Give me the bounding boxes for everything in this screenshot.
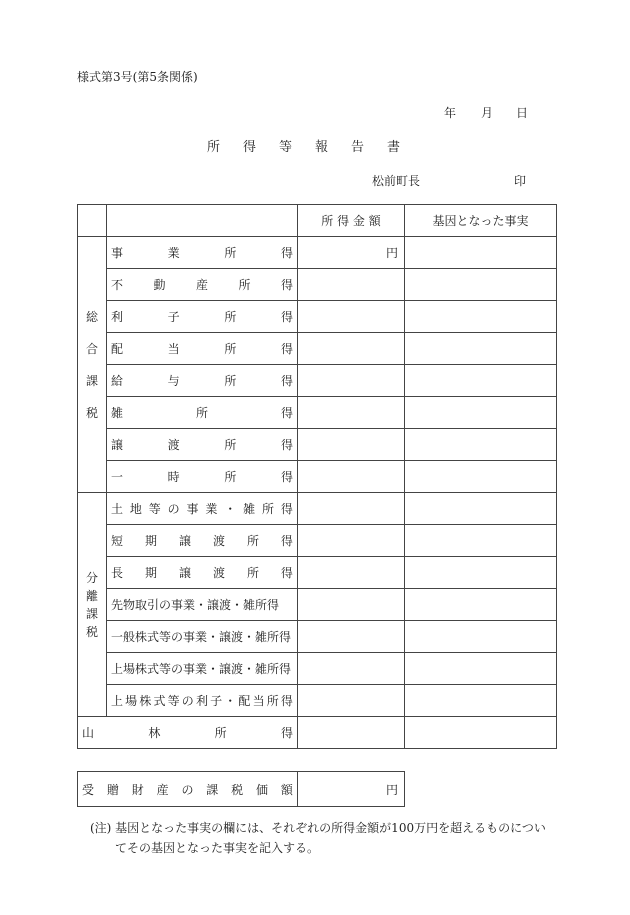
reason-field[interactable] [405,269,557,301]
gift-table [77,771,405,807]
forest-income-text: 山 林 所 得 [82,726,293,740]
date-day-label: 日 [516,106,529,120]
date-month-label: 月 [481,106,494,120]
table-row [78,365,557,397]
income-item [107,333,298,365]
table-row [78,589,557,621]
reason-field[interactable] [405,557,557,589]
table-row [78,429,557,461]
reason-field[interactable] [405,525,557,557]
category-label-2: 分 離 課 税 [78,493,107,717]
income-item-text: 一般株式等の事業・譲渡・雑所得 [111,630,292,644]
document-title: 所得等報告書 [206,140,423,155]
amount-field[interactable] [298,653,405,685]
gift-label [78,772,298,807]
income-item-text: 土 地 等 の 事 業 ・ 雑 所 得 [111,502,293,516]
amount-field[interactable] [298,461,405,493]
income-item-text: 給 与 所 得 [111,374,293,388]
reason-field[interactable] [405,333,557,365]
table-row [78,653,557,685]
reason-field[interactable] [405,653,557,685]
amount-field[interactable] [298,365,405,397]
table-row [78,269,557,301]
amount-field[interactable] [298,397,405,429]
addressee: 松前町長 [372,174,421,188]
table-row [78,397,557,429]
reason-field[interactable] [405,237,557,269]
income-item-text: 上 場 株 式 等 の 利 子 ・ 配 当 所 得 [111,694,293,708]
income-item [107,525,298,557]
amount-field[interactable] [298,269,405,301]
header-amount: 所 得 金 額 [298,205,405,237]
reason-field[interactable] [405,301,557,333]
income-item-text: 譲 渡 所 得 [111,438,293,452]
table-row [78,301,557,333]
gift-label-text: 受 贈 財 産 の 課 税 価 額 [82,782,293,797]
header-reason: 基因となった事実 [405,205,557,237]
income-item [107,429,298,461]
income-item-text: 先物取引の事業・譲渡・雑所得 [111,598,280,612]
seal-mark: 印 [514,174,527,188]
income-item [107,461,298,493]
table-row [78,557,557,589]
income-item [107,301,298,333]
income-item-text: 不 動 産 所 得 [111,278,293,292]
income-item [107,237,298,269]
reason-field[interactable] [405,365,557,397]
income-item-text: 雑 所 得 [111,406,293,420]
note-line-1: (注) 基因となった事実の欄には、それぞれの所得金額が100万円を超えるものについ [90,821,546,835]
amount-field[interactable] [298,717,405,749]
income-item [107,269,298,301]
income-item-text: 配 当 所 得 [111,342,293,356]
category-label-1: 総 合 課 税 [78,237,107,493]
header-row [78,205,557,237]
income-item-text: 長 期 譲 渡 所 得 [111,566,293,580]
table-row-forest [78,717,557,749]
table-row [78,237,557,269]
table-row [78,621,557,653]
income-table [77,204,557,749]
table-row [78,525,557,557]
amount-field[interactable] [298,621,405,653]
reason-field[interactable] [405,461,557,493]
income-item [107,621,298,653]
income-item [107,493,298,525]
table-row [78,461,557,493]
amount-field[interactable] [298,557,405,589]
amount-field[interactable] [298,493,405,525]
reason-field[interactable] [405,621,557,653]
reason-field[interactable] [405,429,557,461]
amount-field[interactable] [298,333,405,365]
income-item-text: 短 期 譲 渡 所 得 [111,534,293,548]
reason-field[interactable] [405,397,557,429]
amount-field[interactable]: 円 [298,237,405,269]
header-blank [78,205,107,237]
income-item-text: 上場株式等の事業・譲渡・雑所得 [111,662,292,676]
income-item-text: 事 業 所 得 [111,246,293,260]
income-item-text: 一 時 所 得 [111,470,293,484]
gift-amount-field[interactable]: 円 [298,772,405,807]
income-item [107,557,298,589]
note [90,818,560,858]
reason-field[interactable] [405,685,557,717]
reason-field[interactable] [405,493,557,525]
income-item [107,653,298,685]
reason-field[interactable] [405,717,557,749]
amount-field[interactable] [298,429,405,461]
table-row [78,333,557,365]
header-blank-item [107,205,298,237]
reason-field[interactable] [405,589,557,621]
income-item [107,397,298,429]
table-row [78,493,557,525]
form-number: 様式第3号(第5条関係) [77,70,198,84]
income-item-text: 利 子 所 得 [111,310,293,324]
income-item [107,365,298,397]
amount-field[interactable] [298,589,405,621]
note-line-2: てその基因となった事実を記入する。 [115,841,320,855]
date-year-label: 年 [444,106,457,120]
income-item [107,589,298,621]
amount-field[interactable] [298,525,405,557]
amount-field[interactable] [298,301,405,333]
table-row [78,685,557,717]
amount-field[interactable] [298,685,405,717]
income-item [107,685,298,717]
forest-income-label [78,717,298,749]
